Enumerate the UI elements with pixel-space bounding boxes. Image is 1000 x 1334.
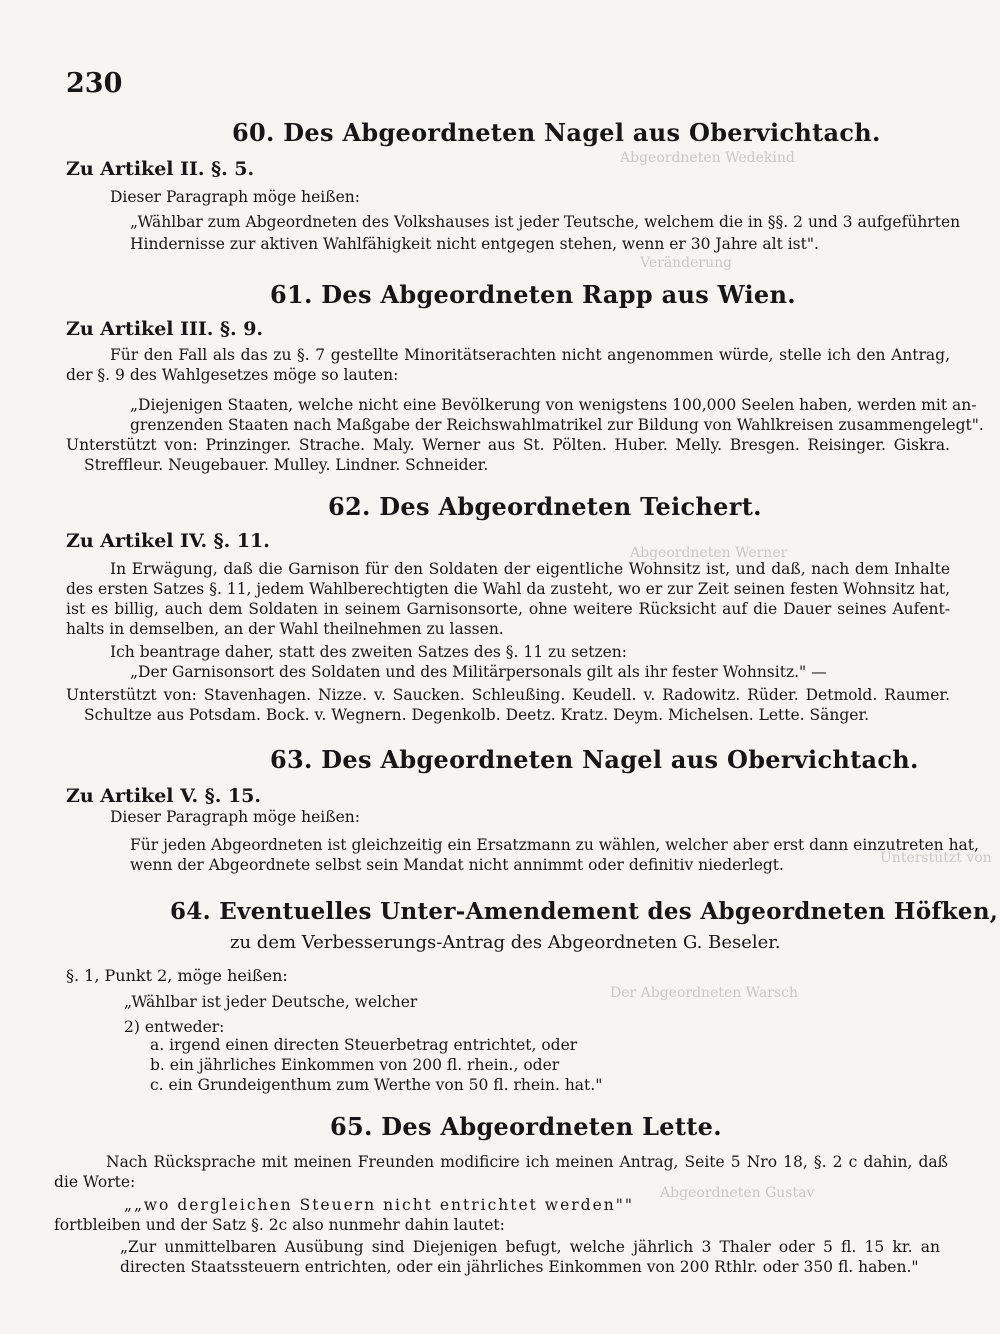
supporters-line: Unterstützt von: Stavenhagen. Nizze. v. Saucken. Schleußing. Keudell. v. Radowitz. Rüder. Detmold. Raumer.: [66, 686, 950, 704]
paragraph-line: fortbleiben und der Satz §. 2c also nunmehr dahin lautet:: [54, 1216, 505, 1234]
paragraph-line: Hindernisse zur aktiven Wahlfähigkeit nicht entgegen stehen, wenn er 30 Jahre alt ist".: [130, 235, 819, 253]
paragraph-line: „„wo dergleichen Steuern nicht entrichtet werden"": [124, 1196, 634, 1214]
paragraph-line: Für den Fall als das zu §. 7 gestellte Minoritätserachten nicht angenommen würde, stelle ich den Antrag,: [110, 346, 950, 364]
paragraph-line: „Zur unmittelbaren Ausübung sind Diejenigen befugt, welche jährlich 3 Thaler oder 5 fl. 15 kr. an: [120, 1238, 940, 1256]
showthrough-text: Der Abgeordneten Warsch: [610, 985, 798, 1001]
list-item: b. ein jährliches Einkommen von 200 fl. rhein., oder: [150, 1056, 560, 1074]
paragraph-line: In Erwägung, daß die Garnison für den Soldaten der eigentliche Wohnsitz ist, und daß, nach dem Inhalte: [110, 560, 950, 578]
paragraph-line: directen Staatssteuern entrichten, oder ein jährliches Einkommen von 200 Rthlr. oder 350 fl. haben.": [120, 1258, 919, 1276]
section-subheading-64: zu dem Verbesserungs-Antrag des Abgeordneten G. Beseler.: [230, 932, 781, 953]
article-reference-60: Zu Artikel II. §. 5.: [66, 158, 255, 180]
showthrough-text: Abgeordneten Wedekind: [620, 150, 795, 166]
showthrough-text: Veränderung: [640, 255, 733, 271]
article-reference-62: Zu Artikel IV. §. 11.: [66, 530, 270, 552]
paragraph-line: wenn der Abgeordnete selbst sein Mandat nicht annimmt oder definitiv niederlegt.: [130, 856, 784, 874]
supporters-line: Streffleur. Neugebauer. Mulley. Lindner. Schneider.: [84, 456, 489, 474]
list-item: a. irgend einen directen Steuerbetrag entrichtet, oder: [150, 1036, 578, 1054]
supporters-line: Schultze aus Potsdam. Bock. v. Wegnern. Degenkolb. Deetz. Kratz. Deym. Michelsen. Lette. Sänger.: [84, 706, 870, 724]
list-item: c. ein Grundeigenthum zum Werthe von 50 fl. rhein. hat.": [150, 1076, 603, 1094]
paragraph-line: halts in demselben, an der Wahl theilnehmen zu lassen.: [66, 620, 504, 638]
showthrough-text: Unterstützt von: [880, 850, 992, 866]
paragraph-line: Ich beantrage daher, statt des zweiten Satzes des §. 11 zu setzen:: [110, 643, 627, 661]
section-heading-61: 61. Des Abgeordneten Rapp aus Wien.: [270, 280, 796, 309]
paragraph-line: 2) entweder:: [124, 1018, 225, 1036]
paragraph-line: des ersten Satzes §. 11, jedem Wahlberechtigten die Wahl da zusteht, wo er zur Zeit seinen festen Wohnsitz hat,: [66, 580, 950, 598]
supporters-line: Unterstützt von: Prinzinger. Strache. Maly. Werner aus St. Pölten. Huber. Melly. Bresgen. Reisinger. Giskra.: [66, 436, 950, 454]
paragraph-line: Dieser Paragraph möge heißen:: [110, 188, 360, 206]
paragraph-line: §. 1, Punkt 2, möge heißen:: [66, 966, 288, 985]
section-heading-65: 65. Des Abgeordneten Lette.: [330, 1112, 722, 1141]
section-heading-63: 63. Des Abgeordneten Nagel aus Obervichtach.: [270, 745, 919, 774]
paragraph-line: die Worte:: [54, 1173, 136, 1191]
paragraph-line: grenzenden Staaten nach Maßgabe der Reichswahlmatrikel zur Bildung von Wahlkreisen zusammengelegt".: [130, 416, 984, 434]
article-reference-61: Zu Artikel III. §. 9.: [66, 318, 264, 340]
paragraph-line: Nach Rücksprache mit meinen Freunden modificire ich meinen Antrag, Seite 5 Nro 18, §. 2 c dahin, daß: [106, 1153, 948, 1171]
paragraph-line: „Wählbar zum Abgeordneten des Volkshauses ist jeder Teutsche, welchem die in §§. 2 und 3 aufgeführten: [130, 213, 961, 231]
showthrough-text: Abgeordneten Werner: [630, 545, 788, 561]
paragraph-line: „Wählbar ist jeder Deutsche, welcher: [124, 993, 418, 1011]
paragraph-line: „Diejenigen Staaten, welche nicht eine Bevölkerung von wenigstens 100,000 Seelen haben, werden mit an-: [130, 396, 977, 414]
section-heading-60: 60. Des Abgeordneten Nagel aus Obervichtach.: [232, 118, 881, 147]
paragraph-line: „Der Garnisonsort des Soldaten und des Militärpersonals gilt als ihr fester Wohnsitz." —: [130, 663, 827, 681]
paragraph-line: der §. 9 des Wahlgesetzes möge so lauten:: [66, 366, 399, 384]
paragraph-line: ist es billig, auch dem Soldaten in seinem Garnisonsorte, ohne weitere Rücksicht auf die Dauer seines Aufent-: [66, 600, 950, 618]
showthrough-text: Abgeordneten Gustav: [660, 1185, 815, 1201]
section-heading-62: 62. Des Abgeordneten Teichert.: [328, 492, 762, 521]
section-heading-64: 64. Eventuelles Unter-Amendement des Abgeordneten Höfken,: [170, 898, 999, 925]
article-reference-63: Zu Artikel V. §. 15.: [66, 785, 262, 807]
page-number: 230: [66, 68, 123, 99]
paragraph-line: Dieser Paragraph möge heißen:: [110, 808, 360, 826]
paragraph-line: Für jeden Abgeordneten ist gleichzeitig ein Ersatzmann zu wählen, welcher aber erst dann einzutreten hat,: [130, 836, 979, 854]
